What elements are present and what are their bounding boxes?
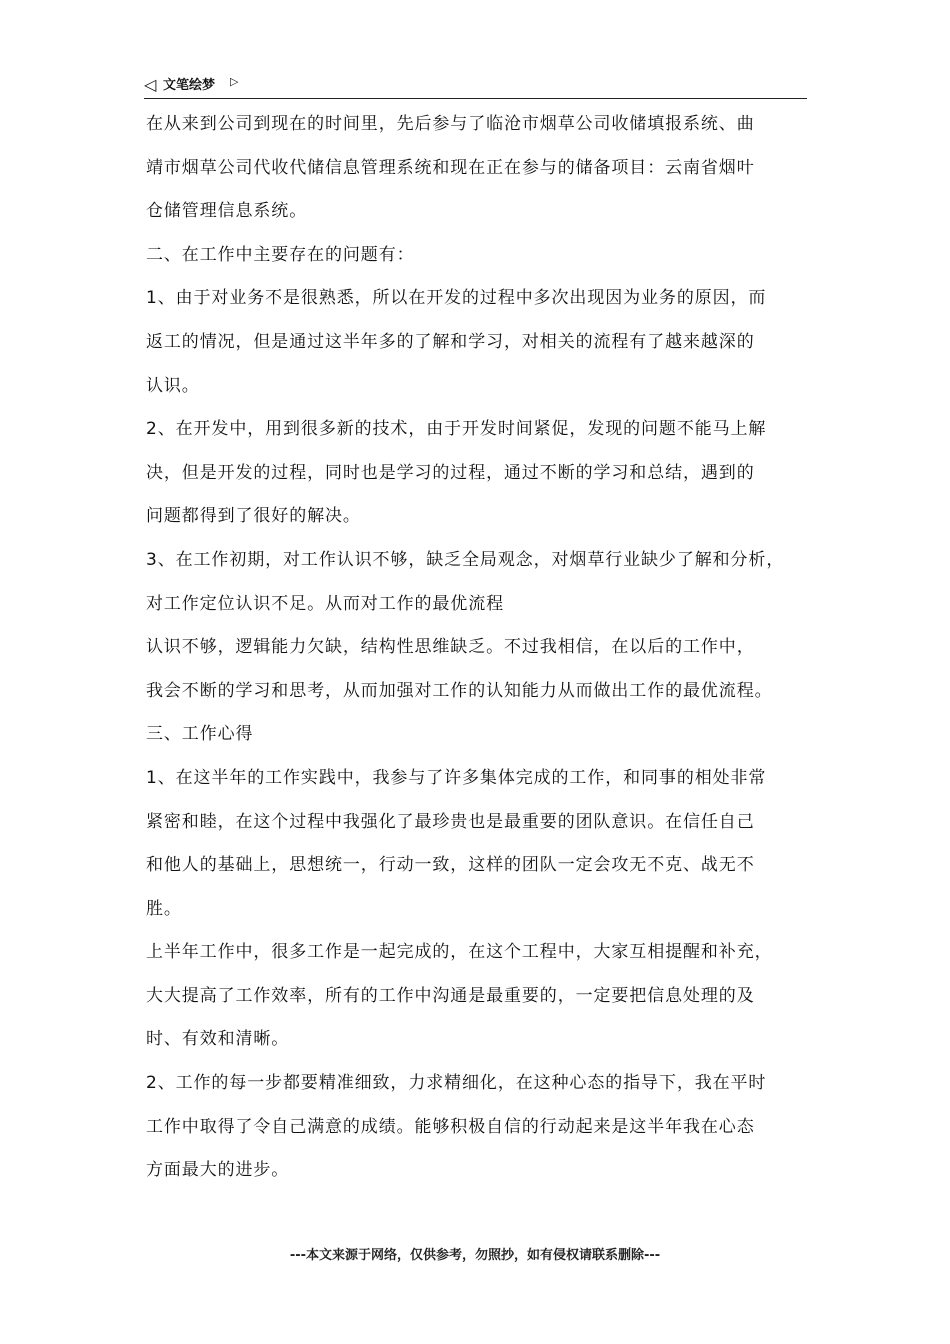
text-line: 问题都得到了很好的解决。 [146, 506, 361, 527]
text-line: 认识。 [146, 375, 200, 396]
text-line: 上半年工作中，很多工作是一起完成的，在这个工程中，大家互相提醒和补充， [146, 942, 773, 963]
text-line: 认识不够，逻辑能力欠缺，结构性思维缺乏。不过我相信，在以后的工作中， [146, 637, 755, 658]
section-heading: 二、在工作中主要存在的问题有： [146, 244, 415, 265]
text-line: 2、工作的每一步都要精准细致，力求精细化，在这种心态的指导下，我在平时 [146, 1073, 767, 1094]
text-line: 返工的情况，但是通过这半年多的了解和学习，对相关的流程有了越来越深的 [146, 331, 755, 352]
text-line: 3、在工作初期，对工作认识不够，缺乏全局观念，对烟草行业缺少了解和分析， [146, 549, 785, 570]
section-heading: 三、工作心得 [146, 724, 254, 745]
text-line: 1、由于对业务不是很熟悉，所以在开发的过程中多次出现因为业务的原因，而 [146, 288, 767, 309]
page-header [144, 74, 807, 99]
text-line: 对工作定位认识不足。从而对工作的最优流程 [146, 593, 504, 614]
text-line: 2、在开发中，用到很多新的技术，由于开发时间紧促，发现的问题不能马上解 [146, 419, 767, 440]
text-line: 大大提高了工作效率，所有的工作中沟通是最重要的，一定要把信息处理的及 [146, 985, 755, 1006]
page-footer: ---本文来源于网络，仅供参考，勿照抄，如有侵权请联系删除--- [289, 1248, 661, 1263]
text-line: 我会不断的学习和思考，从而加强对工作的认知能力从而做出工作的最优流程。 [146, 680, 773, 701]
brand-title: 文笔绘梦 [163, 78, 216, 93]
text-line: 仓储管理信息系统。 [146, 201, 308, 222]
text-line: 1、在这半年的工作实践中，我参与了许多集体完成的工作，和同事的相处非常 [146, 767, 767, 788]
text-line: 方面最大的进步。 [146, 1160, 290, 1181]
text-line: 胜。 [146, 898, 182, 919]
text-line: 工作中取得了令自己满意的成绩。能够积极自信的行动起来是这半年我在心态 [146, 1116, 755, 1137]
text-line: 紧密和睦，在这个过程中我强化了最珍贵也是最重要的团队意识。在信任自己 [146, 811, 755, 832]
text-line: 靖市烟草公司代收代储信息管理系统和现在正在参与的储备项目：云南省烟叶 [146, 157, 755, 178]
triangle-right-icon: ▷ [230, 75, 239, 88]
text-line: 和他人的基础上，思想统一，行动一致，这样的团队一定会攻无不克、战无不 [146, 855, 755, 876]
text-line: 在从来到公司到现在的时间里，先后参与了临沧市烟草公司收储填报系统、曲 [146, 114, 755, 134]
triangle-left-icon: ◁ [144, 75, 157, 94]
text-line: 时、有效和清晰。 [146, 1029, 290, 1050]
text-line: 决，但是开发的过程，同时也是学习的过程，通过不断的学习和总结，遇到的 [146, 462, 755, 483]
document-body [146, 111, 818, 1201]
